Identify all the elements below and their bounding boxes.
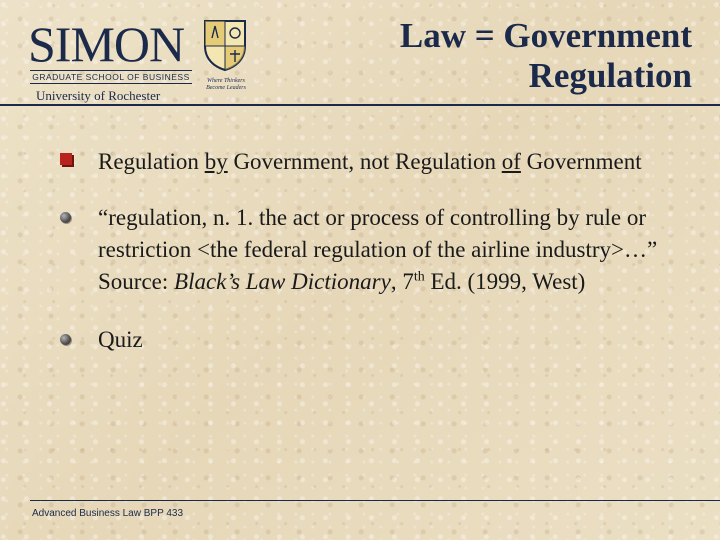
bullet-text: Quiz (98, 327, 143, 352)
round-bullet-icon (60, 334, 71, 345)
underlined-of: of (501, 149, 521, 174)
source-title: Black’s Law Dictionary (174, 269, 391, 294)
footer-course-label: Advanced Business Law BPP 433 (32, 508, 184, 519)
logo-wordmark: SIMON (28, 16, 185, 72)
edition-superscript: th (413, 269, 425, 285)
red-square-bullet-icon (60, 153, 72, 165)
title-line-2: Regulation (528, 56, 692, 95)
slide-title (400, 16, 692, 96)
simon-logo (24, 14, 254, 102)
round-bullet-icon (60, 212, 71, 223)
bullet-item-regulation-by-government (60, 146, 660, 178)
logo-school-name: GRADUATE SCHOOL OF BUSINESS (30, 70, 192, 84)
slide-header (0, 0, 720, 106)
header-divider (0, 104, 720, 106)
bullet-item-definition (60, 202, 660, 298)
footer-divider (30, 500, 720, 501)
bullet-list (60, 146, 660, 356)
bullet-item-quiz (60, 324, 660, 356)
logo-university-name: University of Rochester (36, 88, 161, 103)
bullet-text: Regulation by Government, not Regulation of Government (98, 149, 642, 174)
bullet-text: “regulation, n. 1. the act or process of controlling by rule or restriction <the federal regulation of the airline industry>…” Source: Black’s Law Dictionary, 7th Ed. (1999, West) (98, 205, 658, 294)
title-line-1: Law = Government (399, 16, 692, 55)
logo-tagline: Where Thinkers Become Leaders (206, 78, 246, 91)
underlined-by: by (204, 149, 228, 174)
university-shield-icon (202, 18, 248, 72)
